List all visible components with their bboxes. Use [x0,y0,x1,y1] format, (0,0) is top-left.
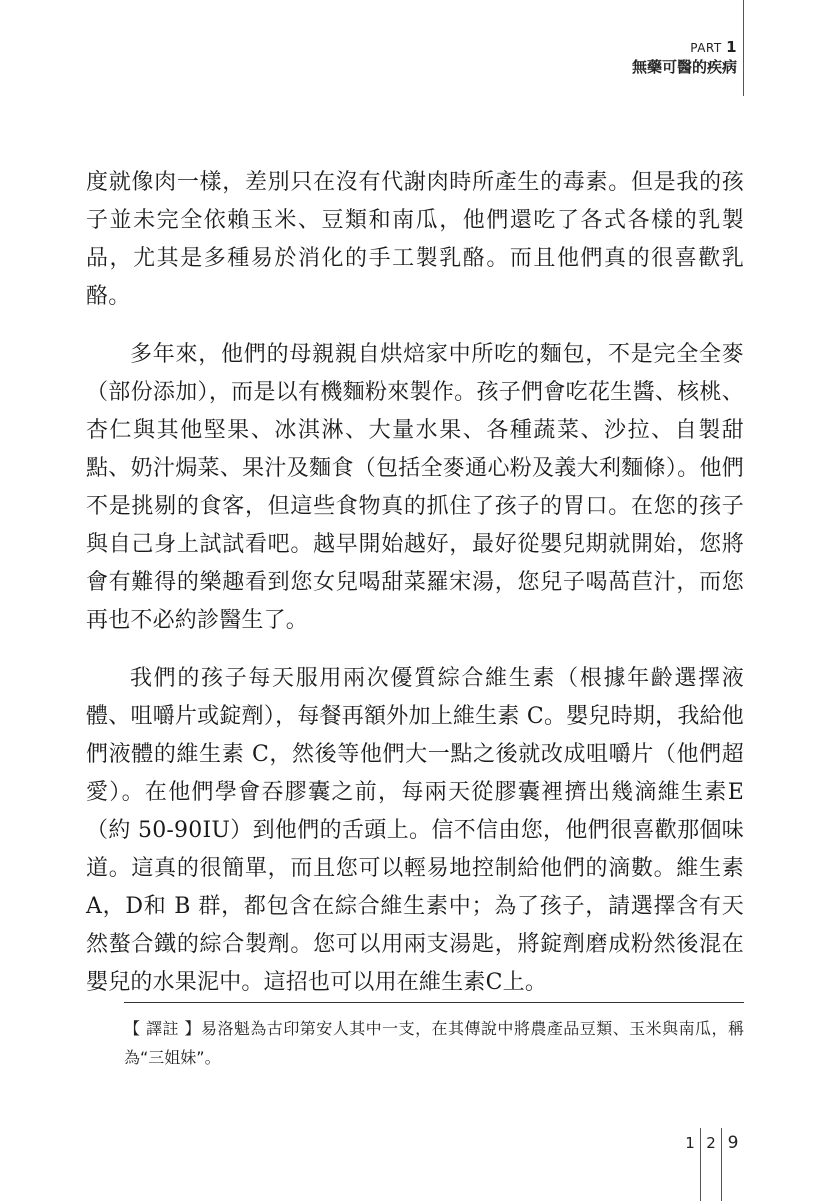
page-number-digit-1: 1 [685,1134,695,1152]
page-number-digit-3: 9 [727,1133,739,1153]
paragraph-3: 我們的孩子每天服用兩次優質綜合維生素（根據年齡選擇液體、咀嚼片或錠劑），每餐再額外加上維生素 C。嬰兒時期，我給他們液體的維生素 C，然後等他們大一點之後就改成咀嚼片（他們超愛）。在他們學會吞膠囊之前，每兩天從膠囊裡擠出幾滴維生素E（約 50-90IU）到他們的舌頭上。信不信由您，他們很喜歡那個味道。這真的很簡單，而且您可以輕易地控制給他們的滴數。維生素 A，D和 B 群，都包含在綜合維生素中；為了孩子，請選擇含有天然螯合鐵的綜合製劑。您可以用兩支湯匙，將錠劑磨成粉然後混在嬰兒的水果泥中。這招也可以用在維生素C上。 [86,666,744,995]
part-number: 1 [726,38,737,56]
header-vertical-rule [743,0,744,96]
page-number [680,1128,744,1201]
running-header [632,40,737,77]
page-number-digit-2: 2 [706,1134,716,1152]
part-label-text: PART [690,41,722,55]
paragraph-2: 多年來，他們的母親親自烘焙家中所吃的麵包，不是完全全麥（部份添加），而是以有機麵粉來製作。孩子們會吃花生醬、核桃、杏仁與其他堅果、冰淇淋、大量水果、各種蔬菜、沙拉、自製甜點、奶汁焗菜、果汁及麵食（包括全麥通心粉及義大利麵條）。他們不是挑剔的食客，但這些食物真的抓住了孩子的胃口。在您的孩子與自己身上試試看吧。越早開始越好，最好從嬰兒期就開始，您將會有難得的樂趣看到您女兒喝甜菜羅宋湯，您兒子喝萵苣汁，而您再也不必約診醫生了。 [86,342,744,633]
paragraph-1: 度就像肉一樣，差別只在沒有代謝肉時所產生的毒素。但是我的孩子並未完全依賴玉米、豆類和南瓜，他們還吃了各式各樣的乳製品，尤其是多種易於消化的手工製乳酪。而且他們真的很喜歡乳酪。 [86,170,744,309]
footnote: 【 譯註 】易洛魁為古印第安人其中一支，在其傳說中將農產品豆類、玉米與南瓜，稱為“三姐妹”。 [124,1019,744,1067]
footnote-rule [124,1002,744,1003]
body-text [86,164,744,1022]
part-label [632,40,737,55]
chapter-title: 無藥可醫的疾病 [631,58,737,76]
